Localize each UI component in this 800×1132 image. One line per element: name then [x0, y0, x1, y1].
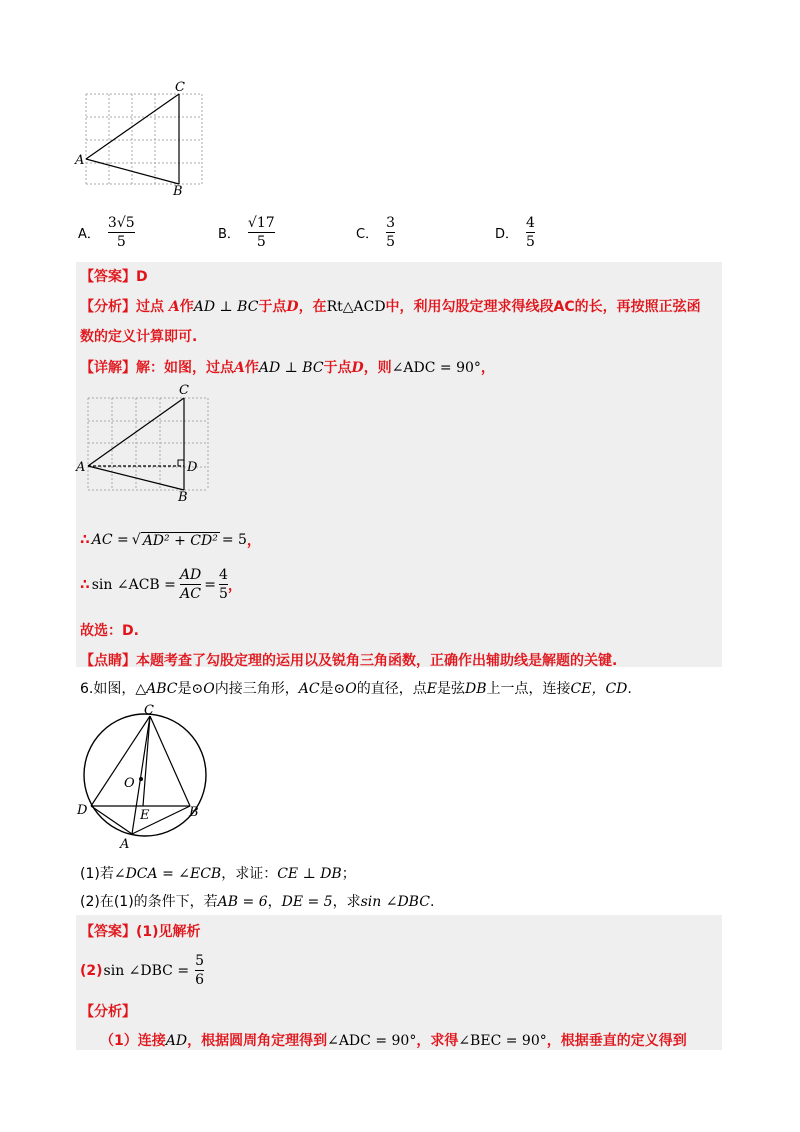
segment-ce: [143, 716, 150, 806]
analysis-2-tag: 【分析】: [80, 1004, 136, 1020]
label-a: A: [76, 460, 86, 475]
answer-1: 【答案】D: [80, 269, 148, 285]
label-d: D: [77, 803, 88, 818]
label-d: D: [187, 460, 198, 475]
analysis-1-line-2: 数的定义计算即可.: [80, 329, 198, 345]
detail-1: 【详解】解：如图，过点A作AD ⊥ BC于点D，则∠ADC = 90°，: [80, 360, 495, 376]
segment-da: [91, 806, 132, 834]
analysis-1-line-1: 【分析】过点 A作AD ⊥ BC于点D，在Rt△ACD中，利用勾股定理求得线段AC的长，再按照正弦函: [80, 299, 701, 315]
label-c: C: [175, 80, 185, 95]
figure-3-circle: [74, 702, 214, 852]
label-a: A: [75, 153, 85, 168]
option-a: A． $\frac{3√5}{5}$: [78, 215, 135, 250]
center-point: [139, 777, 143, 781]
question-6-part-1: (1)若∠DCA = ∠ECB，求证：CE ⊥ DB；: [80, 866, 356, 882]
label-e: E: [140, 808, 150, 823]
segment-cd: [91, 716, 150, 806]
option-b-numerator: √17: [247, 215, 275, 231]
answer-2b: (2) sin ∠DBC = $\frac{5}{6}$: [80, 953, 204, 988]
option-d-denominator: 5: [526, 234, 535, 250]
label-b: B: [189, 805, 199, 820]
equation-sin-acb: ∴ sin ∠ACB = $\frac{AD}{AC}$ = $\frac{4}{5}$ ，: [80, 567, 242, 602]
option-b: B． $\frac{√17}{5}$: [218, 215, 275, 250]
comment-1: 【点睛】本题考查了勾股定理的运用以及锐角三角函数，正确作出辅助线是解题的关键.: [80, 653, 618, 669]
right-angle-mark: [178, 460, 184, 466]
choose-answer: 故选：D.: [80, 623, 139, 639]
option-c-numerator: 3: [386, 215, 395, 231]
option-c-denominator: 5: [386, 234, 395, 250]
option-a-numerator: 3√5: [107, 215, 135, 231]
answer-2: 【答案】(1)见解析: [80, 924, 201, 940]
equation-ac: ∴ AC = √ AD² + CD² = 5 ，: [80, 532, 261, 549]
figure-1-grid-triangle: [70, 78, 220, 198]
option-a-denominator: 5: [116, 234, 126, 250]
question-6: 6.如图，△ABC是⊙O内接三角形，AC是⊙O的直径，点E是弦DB上一点，连接CE，CD.: [80, 681, 632, 697]
segment-cb: [150, 716, 190, 806]
label-b: B: [178, 490, 188, 505]
label-b: B: [173, 184, 183, 198]
label-c: C: [179, 383, 189, 398]
option-d-numerator: 4: [526, 215, 535, 231]
option-d: D． $\frac{4}{5}$: [495, 215, 535, 250]
analysis-2-line-1: （1）连接AD，根据圆周角定理得到∠ADC = 90°，求得∠BEC = 90°，根据垂直的定义得到: [100, 1033, 687, 1049]
label-c: C: [144, 703, 154, 718]
option-b-denominator: 5: [256, 234, 266, 250]
figure-2-grid-triangle-altitude: [72, 380, 222, 505]
question-6-part-2: (2)在(1)的条件下，若AB = 6，DE = 5，求sin ∠DBC.: [80, 894, 435, 910]
label-o: O: [124, 776, 135, 791]
label-a: A: [120, 837, 130, 852]
option-c: C． $\frac{3}{5}$: [356, 215, 395, 250]
